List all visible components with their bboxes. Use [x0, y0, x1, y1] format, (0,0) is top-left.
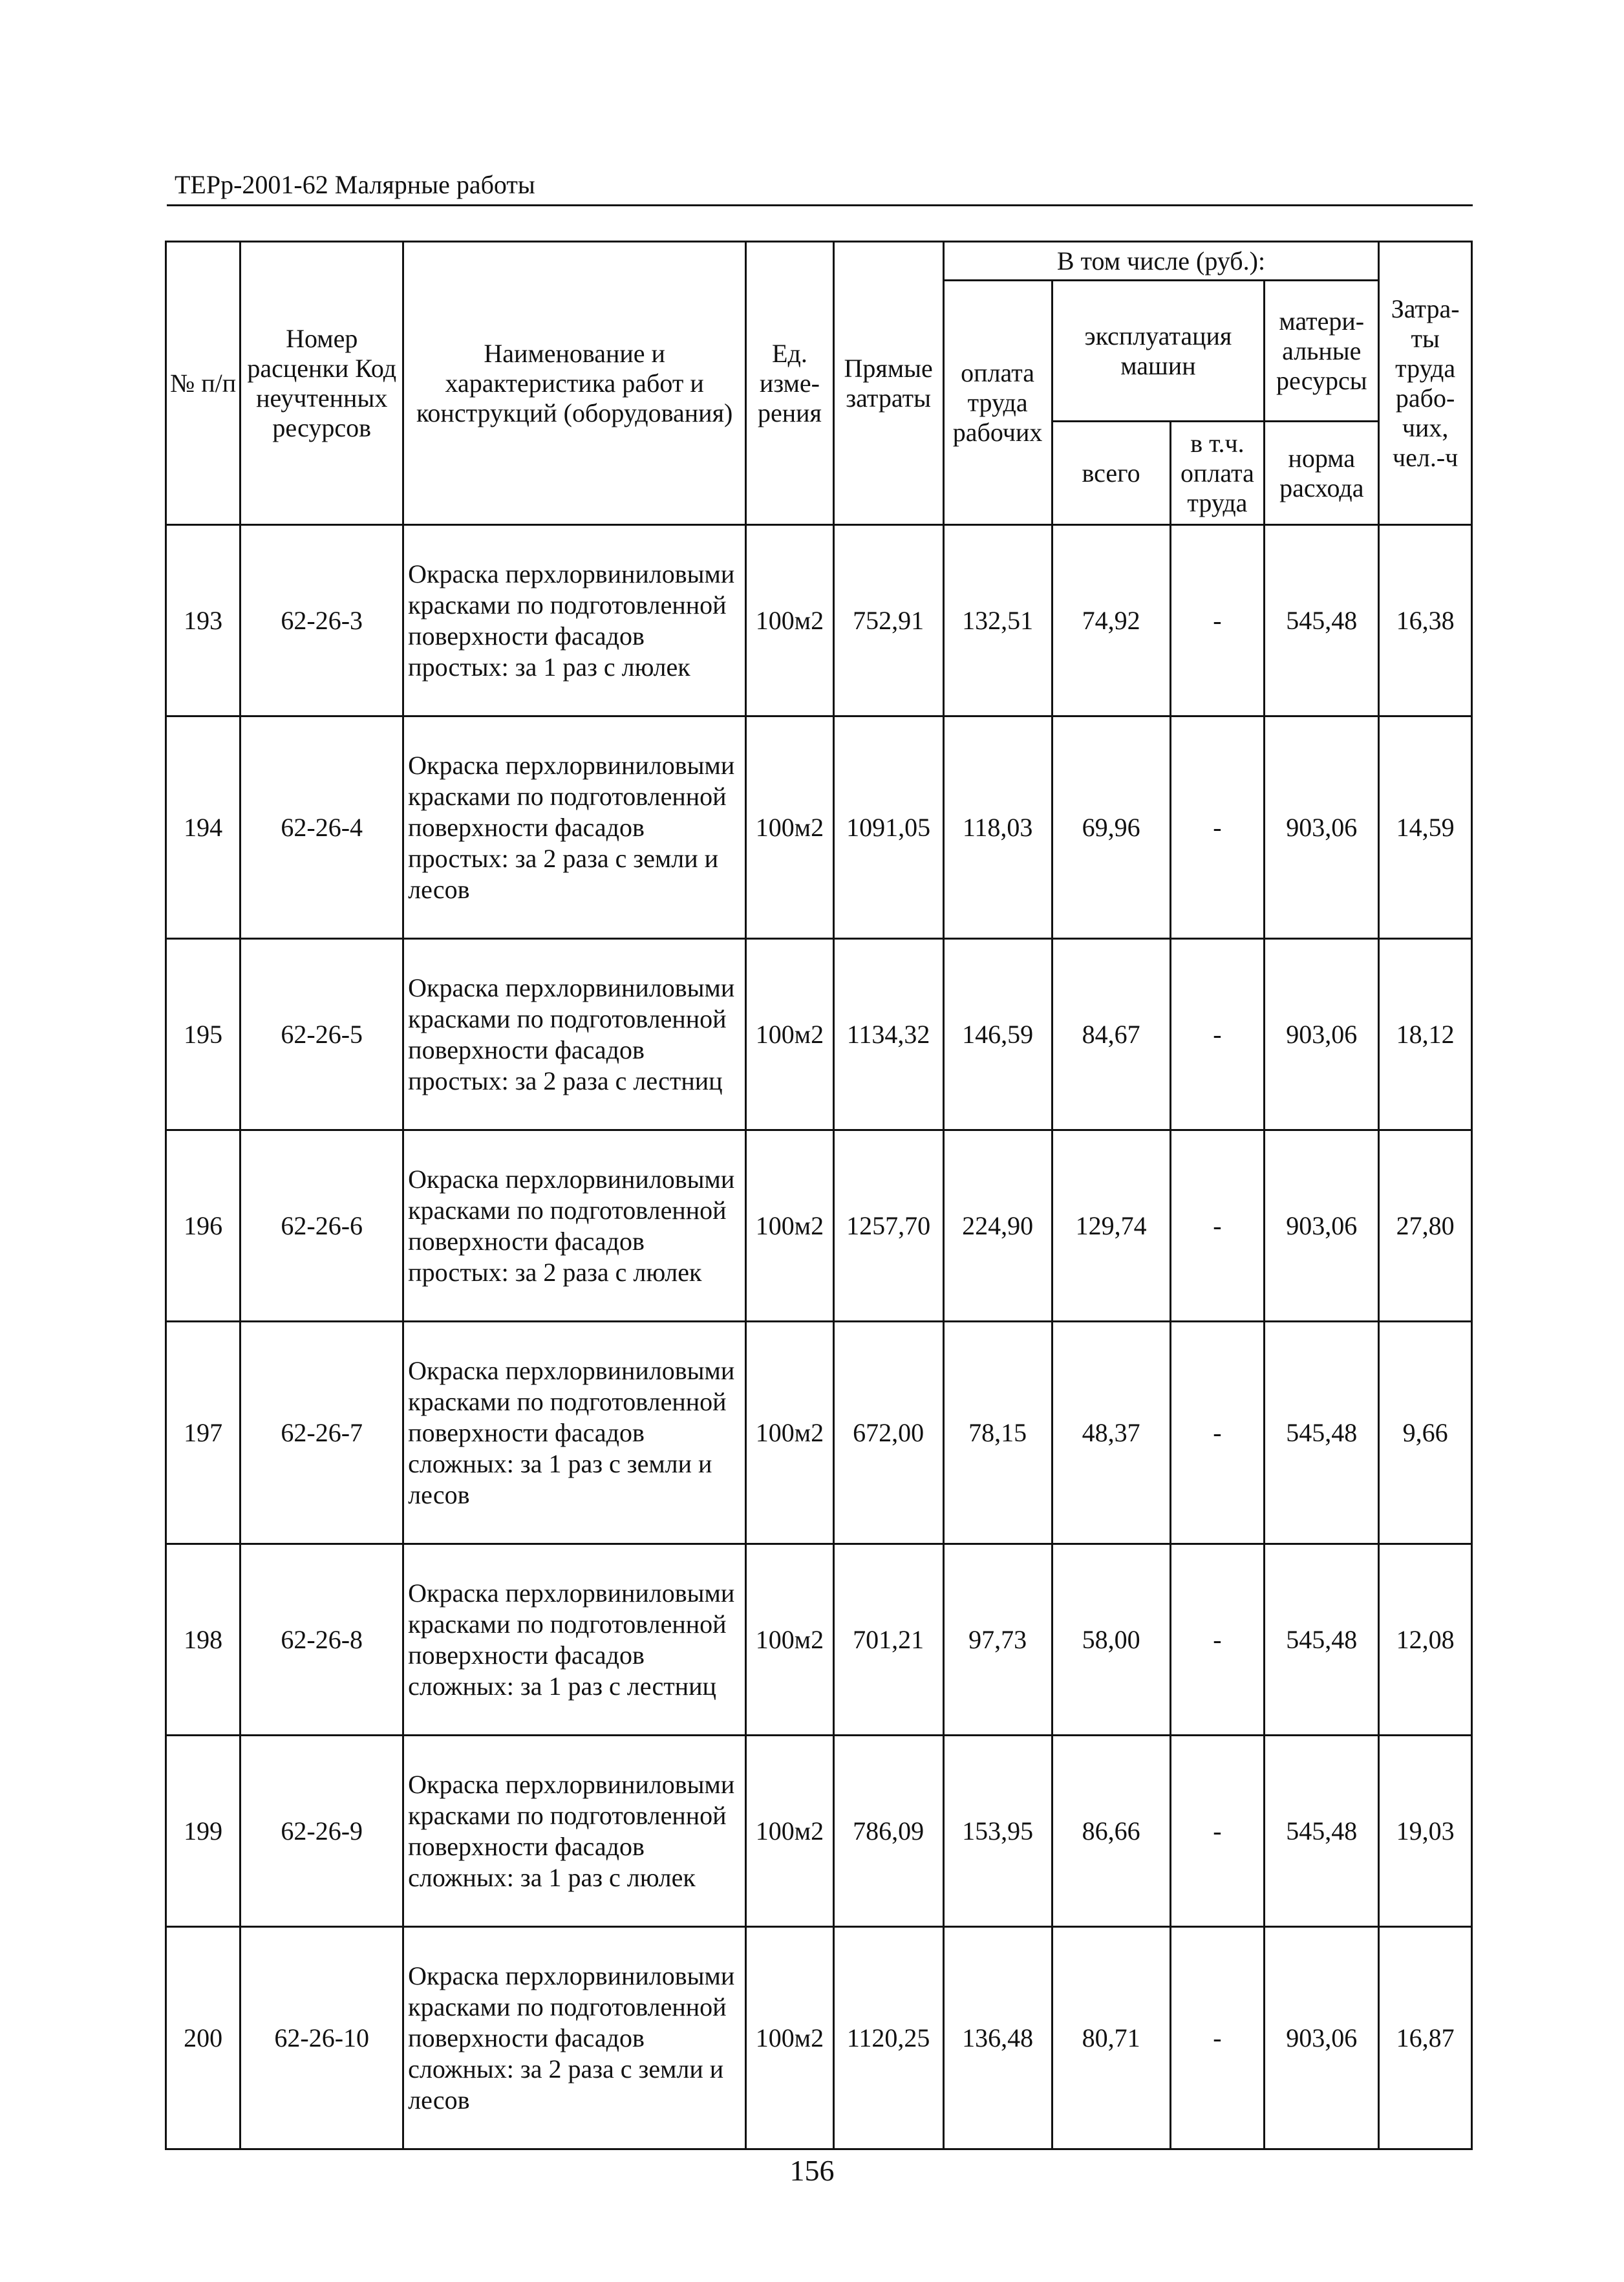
cell-materials: 903,06: [1265, 1130, 1379, 1322]
header-machines-total: всего: [1052, 422, 1170, 525]
cell-name: Окраска перхлорвиниловыми красками по подготовленной поверхности фасадов простых: за 2 раза с люлек: [403, 1130, 746, 1322]
cell-machines-pay: -: [1170, 1130, 1265, 1322]
cell-machines-total: 58,00: [1052, 1544, 1170, 1736]
cell-num: 197: [166, 1322, 240, 1544]
cell-machines-pay: -: [1170, 1322, 1265, 1544]
header-machines: эксплуатация машин: [1052, 281, 1265, 422]
cell-direct: 1120,25: [833, 1927, 943, 2149]
table-body: [166, 525, 1472, 2149]
cell-num: 194: [166, 716, 240, 939]
cell-labor-pay: 146,59: [943, 939, 1052, 1130]
table-row: [166, 716, 1472, 939]
table-row: [166, 1322, 1472, 1544]
cell-machines-pay: -: [1170, 1927, 1265, 2149]
cell-machines-total: 69,96: [1052, 716, 1170, 939]
cell-direct: 752,91: [833, 525, 943, 716]
cell-name: Окраска перхлорвиниловыми красками по подготовленной поверхности фасадов сложных: за 1 раз с лестниц: [403, 1544, 746, 1736]
cell-machines-pay: -: [1170, 939, 1265, 1130]
cell-direct: 786,09: [833, 1736, 943, 1927]
cell-direct: 672,00: [833, 1322, 943, 1544]
cell-unit: 100м2: [746, 525, 834, 716]
cell-unit: 100м2: [746, 1736, 834, 1927]
cell-code: 62-26-9: [240, 1736, 403, 1927]
cell-direct: 1257,70: [833, 1130, 943, 1322]
cell-num: 198: [166, 1544, 240, 1736]
cell-code: 62-26-5: [240, 939, 403, 1130]
header-unit: Ед. изме-рения: [746, 242, 834, 525]
header-including: В том числе (руб.):: [943, 242, 1379, 281]
cell-name: Окраска перхлорвиниловыми красками по подготовленной поверхности фасадов сложных: за 1 раз с люлек: [403, 1736, 746, 1927]
cell-unit: 100м2: [746, 716, 834, 939]
header-machines-pay: в т.ч. оплата труда: [1170, 422, 1265, 525]
cell-num: 193: [166, 525, 240, 716]
table-row: [166, 525, 1472, 716]
cell-num: 200: [166, 1927, 240, 2149]
cell-materials: 903,06: [1265, 939, 1379, 1130]
cell-labor-cost: 19,03: [1379, 1736, 1472, 1927]
cell-labor-cost: 16,87: [1379, 1927, 1472, 2149]
header-code: Номер расценки Код неучтенных ресурсов: [240, 242, 403, 525]
cell-direct: 1134,32: [833, 939, 943, 1130]
header-materials-norm: норма расхода: [1265, 422, 1379, 525]
table-row: [166, 1544, 1472, 1736]
cell-labor-pay: 78,15: [943, 1322, 1052, 1544]
cell-direct: 1091,05: [833, 716, 943, 939]
cell-name: Окраска перхлорвиниловыми красками по подготовленной поверхности фасадов сложных: за 2 раза с земли и лесов: [403, 1927, 746, 2149]
cell-materials: 545,48: [1265, 1544, 1379, 1736]
cell-machines-total: 129,74: [1052, 1130, 1170, 1322]
cell-machines-pay: -: [1170, 1544, 1265, 1736]
running-title: ТЕРр-2001-62 Малярные работы: [175, 170, 535, 199]
cell-unit: 100м2: [746, 939, 834, 1130]
cell-materials: 903,06: [1265, 1927, 1379, 2149]
cell-code: 62-26-8: [240, 1544, 403, 1736]
cell-code: 62-26-4: [240, 716, 403, 939]
cell-num: 196: [166, 1130, 240, 1322]
cell-labor-cost: 12,08: [1379, 1544, 1472, 1736]
cell-labor-pay: 224,90: [943, 1130, 1052, 1322]
cell-code: 62-26-10: [240, 1927, 403, 2149]
header-labor-cost: Затра-ты труда рабо-чих, чел.-ч: [1379, 242, 1472, 525]
cell-materials: 545,48: [1265, 525, 1379, 716]
cell-code: 62-26-7: [240, 1322, 403, 1544]
cell-machines-pay: -: [1170, 525, 1265, 716]
cell-labor-pay: 153,95: [943, 1736, 1052, 1927]
header-name: Наименование и характеристика работ и конструкций (оборудования): [403, 242, 746, 525]
cell-machines-pay: -: [1170, 716, 1265, 939]
cell-name: Окраска перхлорвиниловыми красками по подготовленной поверхности фасадов простых: за 2 раза с земли и лесов: [403, 716, 746, 939]
header-rule: [167, 204, 1473, 206]
cell-machines-total: 84,67: [1052, 939, 1170, 1130]
cell-labor-pay: 118,03: [943, 716, 1052, 939]
cell-labor-cost: 18,12: [1379, 939, 1472, 1130]
cell-unit: 100м2: [746, 1927, 834, 2149]
cell-materials: 903,06: [1265, 716, 1379, 939]
header-num: № п/п: [166, 242, 240, 525]
cell-labor-cost: 14,59: [1379, 716, 1472, 939]
table-row: [166, 1736, 1472, 1927]
cell-materials: 545,48: [1265, 1736, 1379, 1927]
cell-name: Окраска перхлорвиниловыми красками по подготовленной поверхности фасадов простых: за 2 раза с лестниц: [403, 939, 746, 1130]
cell-machines-total: 86,66: [1052, 1736, 1170, 1927]
cell-unit: 100м2: [746, 1544, 834, 1736]
cell-labor-cost: 9,66: [1379, 1322, 1472, 1544]
cell-code: 62-26-3: [240, 525, 403, 716]
cell-labor-cost: 16,38: [1379, 525, 1472, 716]
cell-labor-pay: 97,73: [943, 1544, 1052, 1736]
cell-machines-total: 74,92: [1052, 525, 1170, 716]
table-row: [166, 1927, 1472, 2149]
cell-labor-pay: 136,48: [943, 1927, 1052, 2149]
table-row: [166, 1130, 1472, 1322]
cell-num: 199: [166, 1736, 240, 1927]
header-materials: матери-альные ресурсы: [1265, 281, 1379, 422]
cell-direct: 701,21: [833, 1544, 943, 1736]
cell-labor-cost: 27,80: [1379, 1130, 1472, 1322]
cell-unit: 100м2: [746, 1322, 834, 1544]
cell-num: 195: [166, 939, 240, 1130]
cell-materials: 545,48: [1265, 1322, 1379, 1544]
page-number: 156: [789, 2154, 835, 2187]
table-header: [166, 242, 1472, 525]
cell-machines-total: 48,37: [1052, 1322, 1170, 1544]
header-direct: Прямые затраты: [833, 242, 943, 525]
cell-unit: 100м2: [746, 1130, 834, 1322]
cell-machines-pay: -: [1170, 1736, 1265, 1927]
cell-labor-pay: 132,51: [943, 525, 1052, 716]
cell-name: Окраска перхлорвиниловыми красками по подготовленной поверхности фасадов простых: за 1 раз с люлек: [403, 525, 746, 716]
table-row: [166, 939, 1472, 1130]
cell-machines-total: 80,71: [1052, 1927, 1170, 2149]
rates-table: [165, 241, 1473, 2150]
cell-code: 62-26-6: [240, 1130, 403, 1322]
cell-name: Окраска перхлорвиниловыми красками по подготовленной поверхности фасадов сложных: за 1 раз с земли и лесов: [403, 1322, 746, 1544]
header-labor-pay: оплата труда рабочих: [943, 281, 1052, 525]
